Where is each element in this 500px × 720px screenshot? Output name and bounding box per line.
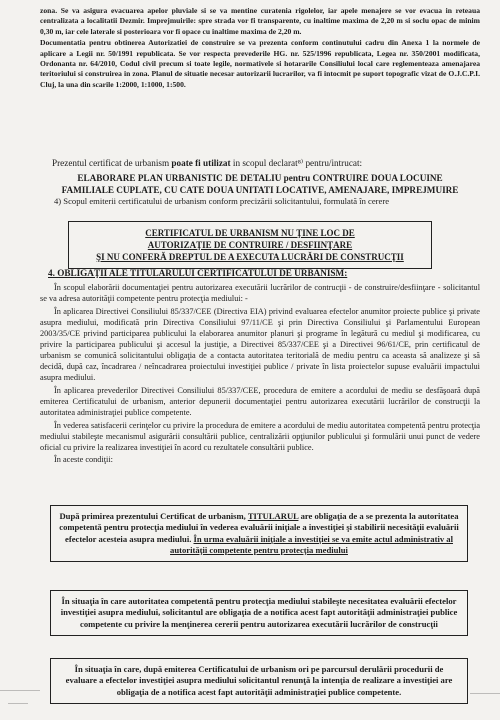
section-4-heading: 4. OBLIGAŢII ALE TITULARULUI CERTIFICATULUI DE URBANISM: (48, 268, 348, 278)
notice-line-3: ŞI NU CONFERĂ DREPTUL DE A EXECUTA LUCRĂRI DE CONSTRUCŢII (96, 252, 404, 262)
purpose-line-1: ELABORARE PLAN URBANISTIC DE DETALIU pentru CONTRUIRE DOUA LOCUINE (77, 172, 443, 183)
usage-section (40, 158, 480, 208)
purpose-line-2: FAMILIALE CUPLATE, CU CATE DOUA UNITATI LOCATIVE, AMENAJARE, IMPREJMUIRE (61, 184, 459, 195)
usage-lead-end: in scopul declarat⁸⁾ pentru/intrucat: (232, 158, 363, 168)
box-1-text-d: În urma evaluării iniţiale a investiţiei se va emite actul administrativ al autorităţii competente pentru protecţia mediului (170, 533, 453, 555)
paragraph-documentation: Documentatia pentru obtinerea Autorizatiei de construire se va prezenta conform continutului cadru din Anexa 1 la normele de aplicare a Legii nr. 50/1991 republicata. Se vor respecta prevederile HG. nr. 525/1996 republicata, Legea nr. 350/2001 modificata, Ordonanta nr. 64/2010, Codul civil precum si toate legile, normativele si hotararile Consiliului local care reglementeaza amenajarea teritoriului si construirea in zona. Planul de situatie necesar autorizarii lucrarilor, va fi intocmit pe suport topografic vizat de O.J.C.P.I. Cluj, la una din scarile 1:2000, 1:1000, 1:500. (40, 38, 480, 89)
section-4-paragraph-4: În vederea satisfacerii cerinţelor cu privire la procedura de emitere a acordului de mediu autoritatea competentă pentru protecţia mediului stabileşte mecanismul asigurării consultării publice, centralizării opţiunilor publicului şi formulării unui punct de vedere oficial cu privire la realizarea investiţiei în acord cu rezultatele consultării publice. (40, 420, 480, 452)
obligation-box-3 (50, 658, 468, 704)
notice-line-1: CERTIFICATUL DE URBANISM NU ŢINE LOC DE (145, 228, 355, 238)
notice-line-2: AUTORIZAŢIE DE CONTRUIRE / DESFIINŢARE (147, 240, 353, 250)
section-4-paragraph-2: În aplicarea Directivei Consiliului 85/337/CEE (Directiva EIA) privind evaluarea efectelor anumitor proiecte publice şi private asupra mediului, modificată prin Directiva Consiliului 97/11/CE şi prin Directiva Consiliului şi Parlamentului European 2003/35/CE privind participarea publicului la elaborarea anumitor planuri şi programe în legătură cu mediul şi modificarea, cu privire la participarea publicului şi accesul la justiţie, a Directivei 85/337/CEE şi a Directivei 96/61/CE, prin certificatul de urbanism se comunică solicitantului obligaţia de a contacta autoritatea teritorială de mediu pentru ca aceasta să analizeze şi să decidă, după caz, încadrarea / neîncadrarea proiectului investiţiei publice / private în lista proiectelor supuse evaluării impactului asupra mediului. (40, 306, 480, 382)
box-2-text: În situaţia în care autoritatea competentă pentru protecţia mediului stabileşte necesitatea evaluării efectelor investiţiei asupra mediului, solicitantul are obligaţia de a notifica acest fapt autorităţii administraţiei publice competente cu privire la menţinerea cererii pentru autorizarea executării lucrărilor de construcţii (60, 596, 458, 629)
box-1-titular: TITULARUL (247, 511, 299, 521)
scope-note: 4) Scopul emiterii certificatului de urbanism conform precizării solicitantului, formulată în cerere (54, 196, 390, 207)
obligation-box-1 (50, 505, 468, 562)
obligation-box-2 (50, 590, 468, 636)
section-4-paragraph-1: În scopul elaborării documentaţiei pentru autorizarea executării lucrărilor de contrucţii - de construire/desfiinţare - solicitantul se va adresa autorităţii competente pentru protecţia mediului: - (40, 282, 480, 303)
section-4-paragraph-5: În aceste condiţii: (54, 454, 113, 464)
box-3-text: În situaţia în care, după emiterea Certificatului de urbanism ori pe parcursul derulării procedurii de evaluare a efectelor investiţiei asupra mediului solicitantul renunţă la intenţia de realizare a investiţiei are obligaţia de a notifica acest fapt autorităţii administraţiei publice competente. (65, 664, 453, 697)
section-4-paragraph-3: În aplicarea prevederilor Directivei Consiliului 85/337/CEE, procedura de emitere a acordului de mediu se desfăşoară după emiterea Certificatului de urbanism, anterior depunerii documentaţiei pentru autorizarea executării lucrărilor de construcţii la autoritatea administraţiei publice competente. (40, 385, 480, 417)
paragraph-site-requirements: zona. Se va asigura evacuarea apelor pluviale si se va mentine curatenia rigolelor, iar apele menajere se vor evacua in reteaua centralizata a localitatii Dezmir. Imprejmuirile: spre strada vor fi transparente, cu inaltime maxima de 2,20 m si soclu opac de minim 0,30 m, iar cele laterale si posterioara vor fi opace cu inaltime maxima de 2,20 m. (40, 6, 480, 36)
notice-box (68, 221, 432, 269)
scan-artifact (0, 690, 40, 691)
section-4 (40, 268, 480, 465)
scan-artifact (470, 693, 500, 694)
scan-artifact (8, 703, 28, 704)
usage-lead-text: Prezentul certificat de urbanism (52, 158, 170, 168)
box-1-text-c: are obligaţia de a se prezenta la autoritatea competentă pentru protecţia mediului în vederea evaluării iniţiale a investiţiei şi stabilirii necesităţii evaluării efectelor acesteia asupra mediului. (59, 511, 459, 544)
usage-lead-bold: poate fi utilizat (171, 158, 231, 168)
top-section (40, 6, 480, 90)
usage-lead (40, 158, 480, 170)
box-1-text-a: După primirea prezentului Certificat de urbanism, (59, 511, 246, 521)
